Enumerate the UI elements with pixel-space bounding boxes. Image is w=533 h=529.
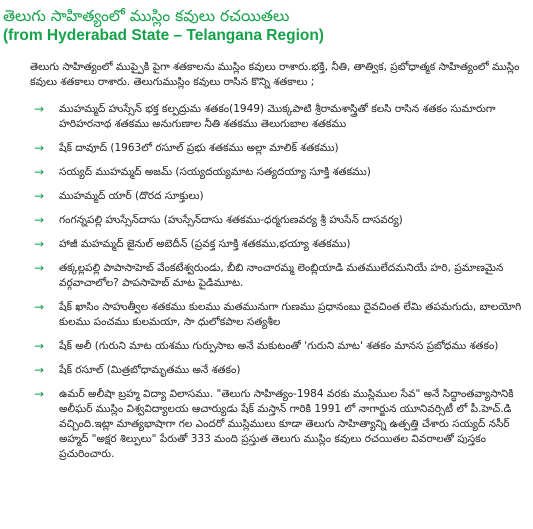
intro-paragraph: తెలుగు సాహిత్యంలో ముప్పైకి పైగా శతకాలను ముస్లిం కవులు రాశారు.భక్తి, నీతి, తాత్విక, ప్రబోధాత్మక సాహిత్యంలో ముస్లిం కవులు శతకాలు రాశారు. తెలుగుముస్లిం కవులు రాసిన కొన్ని శతకాలు ; bbox=[30, 61, 520, 88]
arrow-icon: → bbox=[34, 261, 45, 275]
list-item bbox=[30, 363, 523, 378]
list-item bbox=[30, 339, 523, 354]
list-item-text: సయ్యద్ ముహమ్మద్ అజమ్ (సయ్యదయ్యమాట సత్యదయ్యా సూక్తి శతకము) bbox=[59, 166, 371, 178]
list-item bbox=[30, 213, 523, 228]
list-item-text: ముహమ్మద్ యార్ (దొరద సూక్తులు) bbox=[59, 190, 204, 202]
list-item-text: షేక్ రసూల్ (మిత్రబోధామృతము అనే శతకం) bbox=[59, 364, 241, 376]
list-item bbox=[30, 189, 523, 204]
list-item-text: ముహమ్మద్ హుస్సేన్ భక్త కల్పద్రుమ శతకం(1949) మొక్కపాటి శ్రీరామశాస్త్రితో కలసి రాసిన శతకం సుమారుగా హరిహరనాథ శతకము అనుగుణాల నీతి శతకము తెలుగుబాల శతకము bbox=[59, 103, 496, 130]
arrow-icon: → bbox=[34, 102, 45, 116]
list-item bbox=[30, 141, 523, 156]
arrow-icon: → bbox=[34, 141, 45, 155]
list-item bbox=[30, 237, 523, 252]
list-item bbox=[30, 300, 523, 330]
list-item bbox=[30, 387, 523, 462]
list-item bbox=[30, 102, 523, 132]
list-item-text: షేక్ ఖాసిం సాహుత్వీల శతకము కులము మతమునుగా గుణము ప్రధానంబు దైవచింత లేమి తపమగుదు, బాలయోగి కులము పంచము కులమయా, సా ధులోకపాల సత్యశీల bbox=[59, 301, 522, 328]
page-title: తెలుగు సాహిత్యంలో ముస్లిం కవులు రచయితలు bbox=[3, 7, 290, 25]
list-item-text: తక్కల్లపల్లి పాపాసాహెబ్ వేంకటేశ్వరుండు, బీబి నాంచారమ్మ లెంబ్లియాడి మతములేదమనియే హరి, ప్రమాణమైన వర్గవాచాలోల? పాపసాహెబ్ మాట పైడిమూట. bbox=[59, 262, 504, 289]
arrow-icon: → bbox=[34, 387, 45, 401]
arrow-icon: → bbox=[34, 165, 45, 179]
list-item-text: ఉమర్ అలీషా బ్రహ్మ విద్యా విలాసము. "తెలుగు సాహిత్యం-1984 వరకు ముస్లిముల సేవ" అనే సిద్ధాంతవ్యాసానికి అలీఘర్ ముస్లిం విశ్వవిద్యాలయ ఆచార్యుడు షేక్ మస్తాన్ గారికి 1991 లో నాగార్జున యూనివర్సిటీ లో పీ.హెచ్.డి వచ్చింది.ఇట్లా మాత్యభాషాగా గల ఎందరో ముస్లిములు కూడా తెలుగు సాహిత్యాన్ని ఉత్పత్తి చేశారు సయ్యద్ నసీర్ అహ్మద్ "అక్షర శిల్పులు" పేరుతో 333 మంది ప్రస్తుత తెలుగు ముస్లిం కవులు రచయితల వివరాలతో పుస్తకం ప్రచురించారు. bbox=[59, 388, 514, 460]
list-item-text: షేక్ దావూద్ (1963లో రసూల్ ప్రభు శతకము అల్లా మాలిక్ శతకము) bbox=[59, 142, 339, 154]
list-item bbox=[30, 165, 523, 180]
arrow-icon: → bbox=[34, 189, 45, 203]
list-item-text: హాజీ మహమ్మద్ జైనుల్ అబెదీన్ (ప్రవక్త సూక్తి శతకము,భయ్యా శతకము) bbox=[59, 238, 351, 250]
arrow-icon: → bbox=[34, 300, 45, 314]
arrow-icon: → bbox=[34, 213, 45, 227]
page-subtitle: (from Hyderabad State – Telangana Region) bbox=[3, 27, 324, 44]
list-item-text: షేక్ అలీ (గురుని మాట యశము గుర్పుసాబ అనే మకుటంతో 'గురుని మాట' శతకం మానస ప్రబోధము శతకం) bbox=[59, 340, 499, 352]
list-item-text: గంగన్నపల్లి హుస్సేన్‌దాసు (హుస్సేన్‌దాసు శతకము-ధర్మగుణవర్య శ్రీ హుసేన్ దాసవర్య) bbox=[59, 214, 403, 226]
arrow-icon: → bbox=[34, 339, 45, 353]
arrow-icon: → bbox=[34, 237, 45, 251]
shatakam-list bbox=[3, 102, 527, 462]
arrow-icon: → bbox=[34, 363, 45, 377]
list-item bbox=[30, 261, 523, 291]
